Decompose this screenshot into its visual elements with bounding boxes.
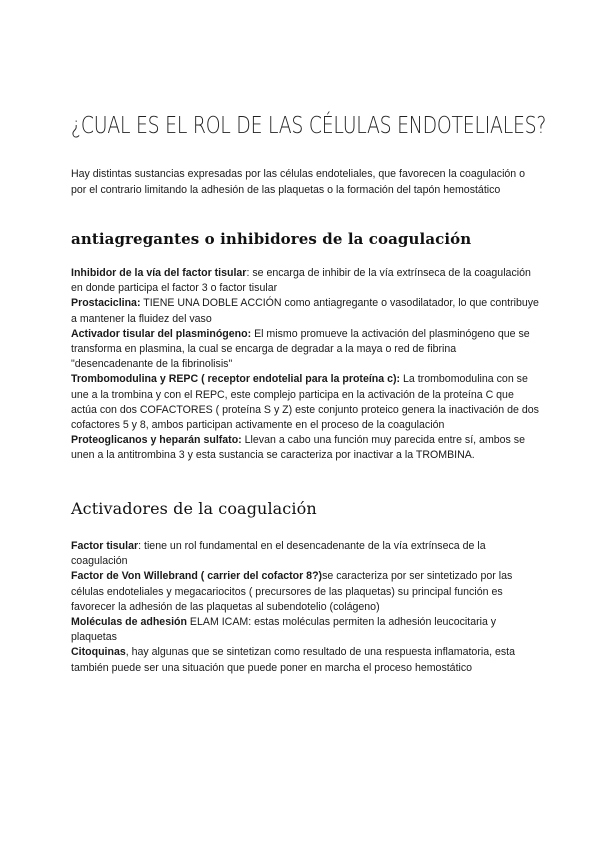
item-term: Proteoglicanos y heparán sulfato: (71, 434, 242, 447)
page-title: ¿CUAL ES EL ROL DE LAS CÉLULAS ENDOTELIALES? (71, 113, 547, 139)
item-term: Factor de Von Willebrand ( carrier del cofactor 8?) (71, 570, 323, 583)
list-item (71, 266, 541, 296)
list-item (71, 615, 541, 645)
item-term: Inhibidor de la vía del factor tisular (71, 267, 247, 279)
item-text: El mismo promueve la activación del plasminógeno que se transforma en plasmina, la cual se encarga de degradar a la maya o red de fibrina "desencadenante de la fibrinolisis" (71, 327, 530, 371)
list-item (71, 645, 541, 675)
list-item (71, 569, 541, 615)
item-text: , hay algunas que se sintetizan como resultado de una respuesta inflamatoria, esta también puede ser una situación que puede poner en marcha el proceso hemostático (71, 646, 515, 674)
list-item (71, 433, 541, 463)
section-heading-activators: Activadores de la coagulación (71, 499, 317, 518)
item-term: Activador tisular del plasminógeno: (71, 327, 252, 340)
item-text: Llevan a cabo una función muy parecida entre sí, ambos se unen a la antitrombina 3 y esta sustancia se caracteriza por inactivar a la TROMBINA. (71, 434, 525, 462)
section-inhibitors-body (71, 266, 541, 464)
section-activators-body (71, 539, 541, 676)
list-item (71, 372, 541, 433)
list-item (71, 539, 541, 569)
item-text: : tiene un rol fundamental en el desencadenante de la vía extrínseca de la coagulación (71, 540, 486, 568)
section-heading-inhibitors: antiagregantes o inhibidores de la coagulación (71, 230, 472, 248)
item-text: se caracteriza por ser sintetizado por las células endoteliales y megacariocitos ( precursores de las plaquetas) su principal función es favorecer la adhesión de las plaquetas al subendotelio (colágeno) (71, 570, 513, 613)
item-term: Moléculas de adhesión (71, 616, 187, 629)
intro-paragraph: Hay distintas sustancias expresadas por las células endoteliales, que favorecen la coagulación o por el contrario limitando la adhesión de las plaquetas o la formación del tapón hemostático (71, 168, 526, 196)
item-term: Citoquinas (71, 646, 126, 659)
item-text: ELAM ICAM: estas moléculas permiten la adhesión leucocitaria y plaquetas (71, 616, 497, 644)
list-item (71, 296, 541, 326)
item-term: Factor tisular (71, 540, 139, 552)
list-item (71, 327, 541, 373)
item-term: Prostaciclina: (71, 297, 141, 310)
item-text: La trombomodulina con se une a la trombina y con el REPC, este complejo participa en la activación de la proteína C que actúa con dos COFACTORES ( proteína S y Z) este conjunto proteico genera la inactivación de dos cofactores 5 y 8, ambos participan activamente en el proceso de la coagulación (71, 373, 539, 432)
item-text: : se encarga de inhibir de la vía extrínseca de la coagulación en donde participa el factor 3 o factor tisular (71, 267, 531, 295)
item-text: TIENE UNA DOBLE ACCIÓN como antiagregante o vasodilatador, lo que contribuye a mantener la fluidez del vaso (71, 297, 539, 325)
item-term: Trombomodulina y REPC ( receptor endotelial para la proteína c): (71, 373, 401, 386)
